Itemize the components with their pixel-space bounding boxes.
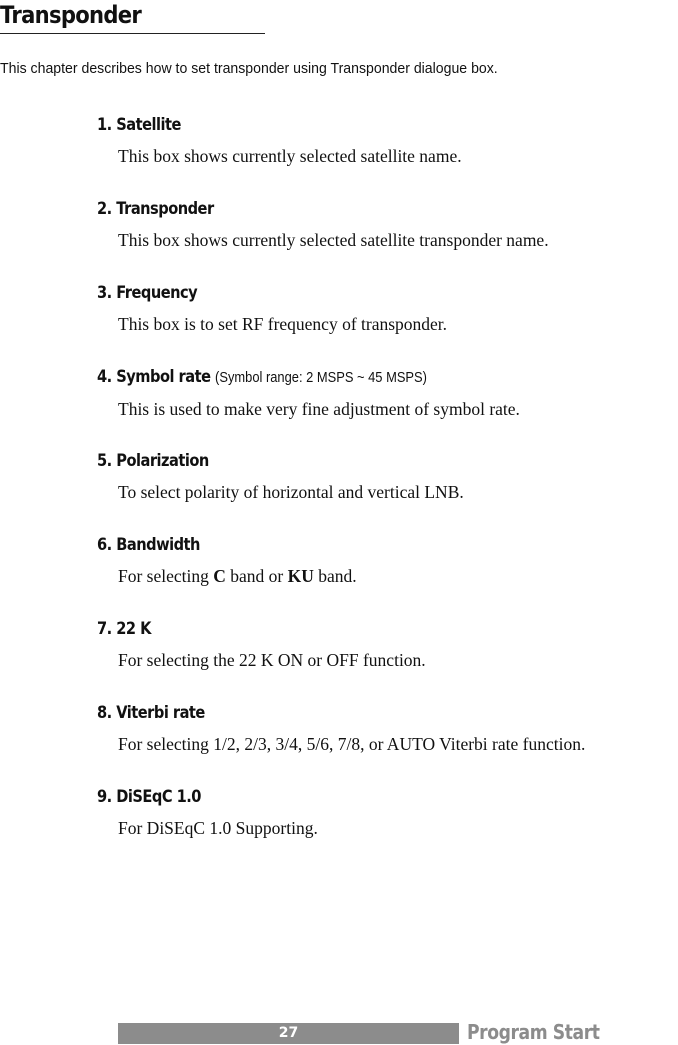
page-title: Transponder [0, 1, 142, 29]
symbol-range-note: (Symbol range: 2 MSPS ~ 45 MSPS) [215, 369, 427, 386]
item-description: This is used to make very fine adjustment of symbol rate. [118, 399, 520, 419]
item-description: For DiSEqC 1.0 Supporting. [118, 818, 318, 838]
list-item-diseqc [97, 785, 678, 869]
page-number: 27 [278, 1025, 299, 1041]
desc-text: band. [313, 566, 357, 586]
list-item-transponder [97, 197, 678, 281]
item-heading: 2. Transponder [97, 199, 214, 219]
list-item-satellite [97, 113, 678, 197]
item-heading [97, 365, 597, 390]
item-description: This box shows currently selected satellite name. [118, 146, 462, 166]
item-heading: 8. Viterbi rate [97, 703, 205, 723]
band-ku-label: KU [287, 566, 314, 586]
section-name: Program Start [467, 1020, 600, 1044]
desc-text: For selecting [118, 566, 214, 586]
item-description: For selecting the 22 K ON or OFF function. [118, 650, 426, 670]
item-description [118, 565, 678, 587]
item-heading: 7. 22 K [97, 619, 151, 639]
item-heading: 1. Satellite [97, 115, 181, 135]
band-c-label: C [213, 566, 226, 586]
item-heading: 9. DiSEqC 1.0 [97, 787, 201, 807]
list-item-bandwidth [97, 533, 678, 617]
list-item-viterbi-rate [97, 701, 678, 785]
list-item-frequency [97, 281, 678, 365]
item-description: This box shows currently selected satellite transponder name. [118, 230, 549, 250]
item-list [97, 113, 678, 869]
item-heading: 5. Polarization [97, 451, 209, 471]
title-underline [0, 33, 265, 34]
desc-text: band or [225, 566, 288, 586]
intro-paragraph: This chapter describes how to set transponder using Transponder dialogue box. [0, 60, 498, 77]
item-description: To select polarity of horizontal and vertical LNB. [118, 482, 464, 502]
list-item-22k [97, 617, 678, 701]
item-heading: 3. Frequency [97, 283, 198, 303]
item-heading-text: 4. Symbol rate [97, 367, 211, 387]
item-description: This box is to set RF frequency of transponder. [118, 314, 448, 334]
item-description: For selecting 1/2, 2/3, 3/4, 5/6, 7/8, or AUTO Viterbi rate function. [118, 734, 586, 754]
list-item-symbol-rate [97, 365, 678, 449]
item-heading: 6. Bandwidth [97, 535, 200, 555]
list-item-polarization [97, 449, 678, 533]
